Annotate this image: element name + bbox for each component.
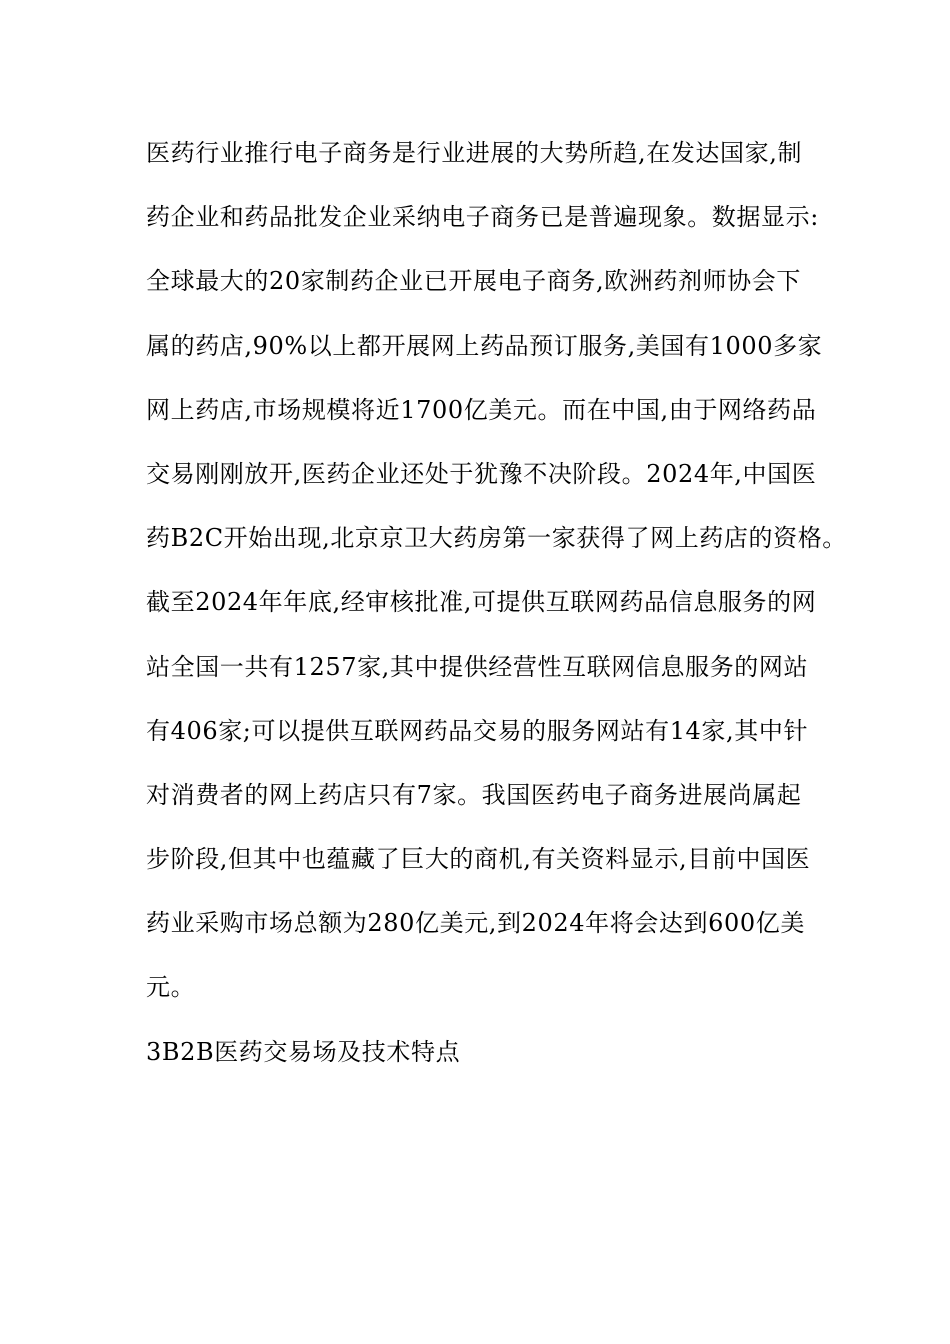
paragraph-line: 交易刚刚放开,医药企业还处于犹豫不决阶段。2024年,中国医 — [146, 459, 817, 488]
section-heading: 3B2B医药交易场及技术特点 — [146, 1037, 461, 1066]
paragraph-line: 站全国一共有1257家,其中提供经营性互联网信息服务的网站 — [146, 652, 809, 681]
paragraph-line: 有406家;可以提供互联网药品交易的服务网站有14家,其中针 — [146, 716, 809, 745]
paragraph-line: 医药行业推行电子商务是行业进展的大势所趋,在发达国家,制 — [146, 139, 803, 167]
paragraph-line: 截至2024年年底,经审核批准,可提供互联网药品信息服务的网 — [146, 588, 817, 617]
paragraph-line: 药企业和药品批发企业采纳电子商务已是普遍现象。数据显示: — [146, 203, 819, 232]
paragraph-line: 元。 — [146, 973, 196, 1002]
paragraph-line: 步阶段,但其中也蕴藏了巨大的商机,有关资料显示,目前中国医 — [146, 845, 811, 874]
paragraph-line: 药B2C开始出现,北京京卫大药房第一家获得了网上药店的资格。 — [146, 524, 847, 553]
paragraph-line: 对消费者的网上药店只有7家。我国医药电子商务进展尚属起 — [146, 780, 802, 809]
paragraph-line: 全球最大的20家制药企业已开展电子商务,欧洲药剂师协会下 — [146, 267, 801, 296]
paragraph-line: 属的药店,90%以上都开展网上药品预订服务,美国有1000多家 — [146, 331, 823, 360]
body-text — [146, 132, 847, 1073]
paragraph-line: 网上药店,市场规模将近1700亿美元。而在中国,由于网络药品 — [146, 395, 817, 424]
paragraph-line: 药业采购市场总额为280亿美元,到2024年将会达到600亿美 — [146, 909, 805, 938]
